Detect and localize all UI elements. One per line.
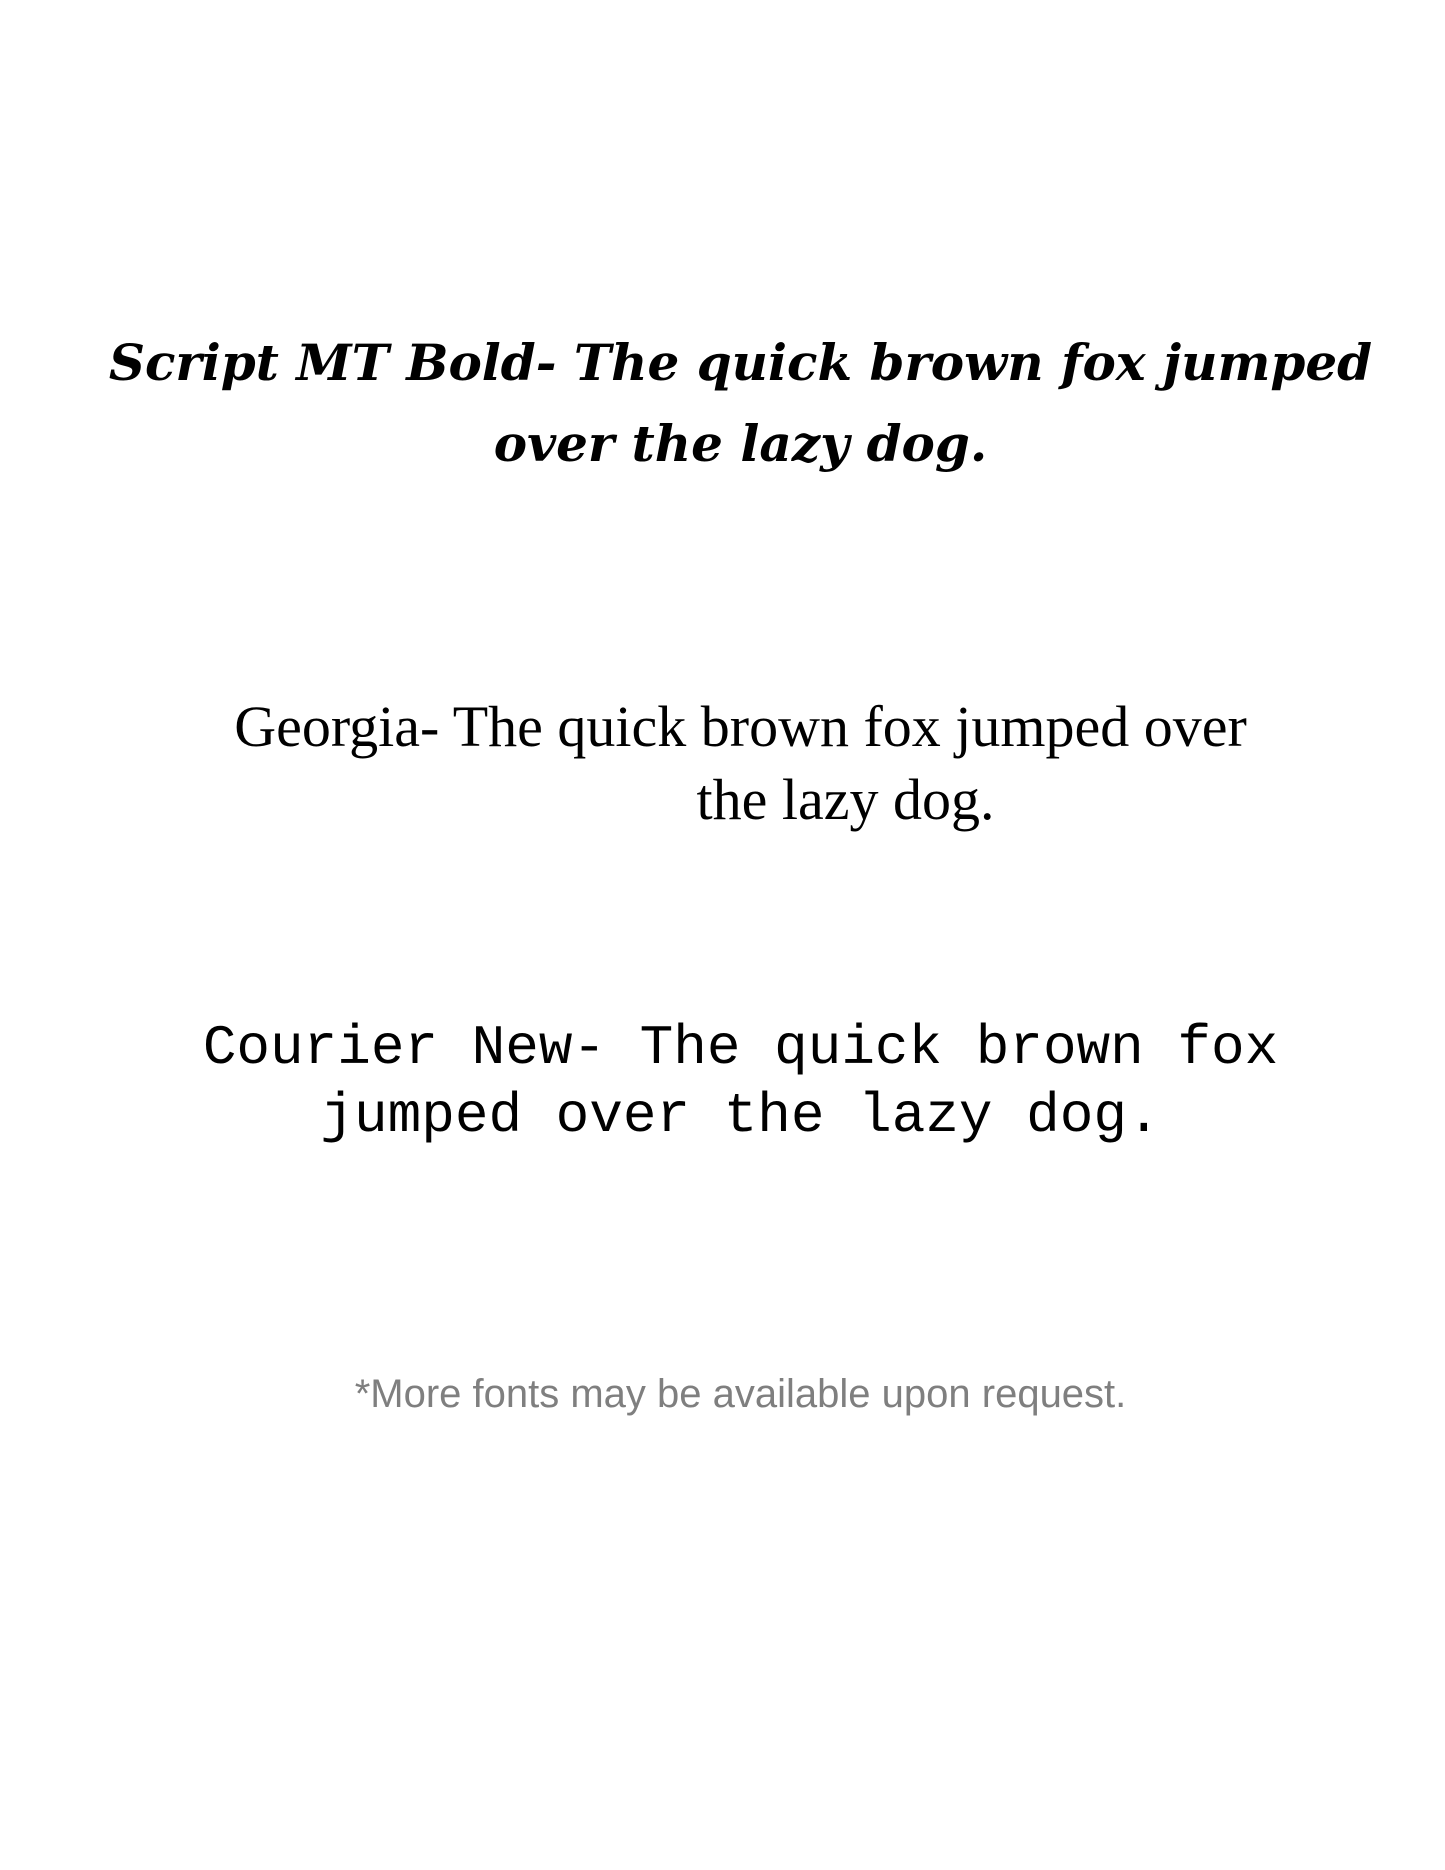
font-sample-courier-new: [0, 1014, 1445, 1151]
font-sample-georgia: [0, 690, 1445, 836]
font-sample-courier-line-1: Courier New- The quick brown fox: [202, 1016, 1279, 1080]
font-sample-script-line-1: Script MT Bold- The quick brown fox jumped: [108, 333, 1373, 392]
font-sample-georgia-line-1: Georgia- The quick brown fox jumped over: [234, 694, 1247, 759]
font-sample-georgia-line-2: the lazy dog.: [696, 767, 995, 833]
more-fonts-footnote: *More fonts may be available upon request.: [354, 1372, 1127, 1416]
font-sample-script-line-2: over the lazy dog.: [493, 414, 988, 473]
font-sample-script-mt-bold: [0, 322, 1445, 484]
font-sample-courier-line-2: jumped over the lazy dog.: [320, 1084, 1161, 1149]
